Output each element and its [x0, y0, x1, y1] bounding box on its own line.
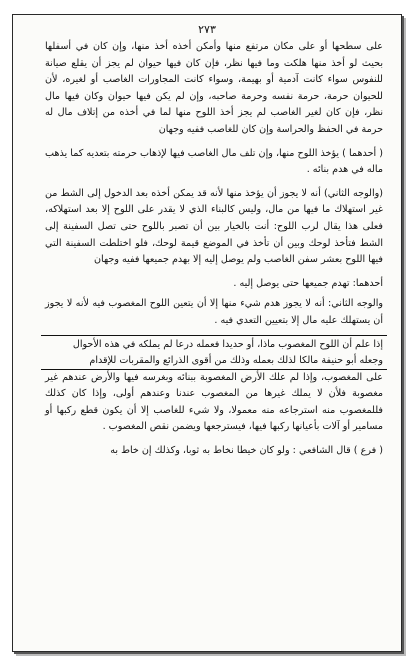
- paragraph-3: (والوجه الثاني) أنه لا يجوز أن يؤخذ منها لأنه قد يمكن أخذه بعد الدخول إلى الشط من غير استهلاك ما فيها من مال، وليس كالبناء الذي لا يقدر على اللوح إلا بعد استهلاكه، فعلى هذا يقال لرب اللوح: أنت بالخيار بين أن تصبر باللوح حتى تصل السفينة إلى الشط فتأخذ لوحك وبين أن تأخذ في الموضع قيمة لوحك، فلو اختلطت السفينة التي فيها اللوح بعشر سفن الغاصب ولم يوصل إليه إلا بهدم جميعها ففيه وجهان: [45, 187, 383, 266]
- highlight-rule-top: [41, 335, 387, 336]
- scanned-page: [12, 14, 402, 652]
- paragraph-4: أحدهما: تهدم جميعها حتى يوصل إليه .: [233, 277, 383, 289]
- paragraph-2: ( أحدهما ) يؤخذ اللوح منها، وإن تلف مال الغاصب فيها لإذهاب حرمته بتعديه كما يذهب ماله في هدم بنائه .: [45, 147, 383, 176]
- page-body: [45, 39, 383, 460]
- paragraph-5: والوجه الثاني: أنه لا يجوز هدم شيء منها إلا أن يتعين اللوح المغصوب فيه لأنه لا يجوز أن يستهلك عليه مال إلا بتعيين التعدي فيه .: [45, 298, 383, 326]
- paragraph-6-line-1: إذا علم أن اللوح المغصوب ماذا، أو حديدا فعمله درعا لم يملكه في هذه الأحوال: [72, 338, 383, 350]
- paragraph-6-body: على المغصوب، وإذا لم علك الأرض المغصوبة ببنائه وبغرسه فيها والأرض عندهم غير مغصوبة فلأن لا يملك غيرها من المغصوب عندنا وعندهم أولى، وإذا كان كذلك فللمغصوب منه استرجاعه منه معمولا، ولا شيء للغاصب إلا أن يكون قطع ركبها أو مسامير أو آلات بأعيانها ركبها فيها، فيسترجعها ويضمن نقص المغصوب .: [45, 371, 383, 433]
- paragraph-6-line-2: وجعله أبو حنيفة مالكا لذلك بعمله وذلك من أقوى الذرائع والمقربات للإقدام: [89, 355, 383, 367]
- page-number: ٢٧٣: [198, 23, 216, 36]
- paragraph-7: ( فرع ) قال الشافعي : ولو كان خيطا نخاط به ثوبا، وكذلك إن خاط به: [110, 445, 383, 457]
- paragraph-1: على سطحها أو على مكان مرتفع منها وأمكن أخذه أخذ منها، وإن كان في أسفلها بحيث لو أخذ منها هلكت وما فيها نظر، فإن كان فيها حيوان لم يجز أن يقلع صيانة للنفوس سواء كانت آدمية أو بهيمة، وسواء كانت المجاورات الغاصب أو لغيره، لأن للحيوان حرمة، حرمة نفسه وحرمة صاحبه، وإن لم يكن فيها حيوان وكان فيها مال نظر، فإن كان لغير الغاصب لم يجز أخذ اللوح منها لما في أخذه من إتلاف مال له حرمة في الحفظ والحراسة وإن كان للغاصب ففيه وجهان: [45, 41, 383, 135]
- highlighted-passage: [45, 337, 383, 437]
- highlight-rule-middle: [41, 369, 387, 370]
